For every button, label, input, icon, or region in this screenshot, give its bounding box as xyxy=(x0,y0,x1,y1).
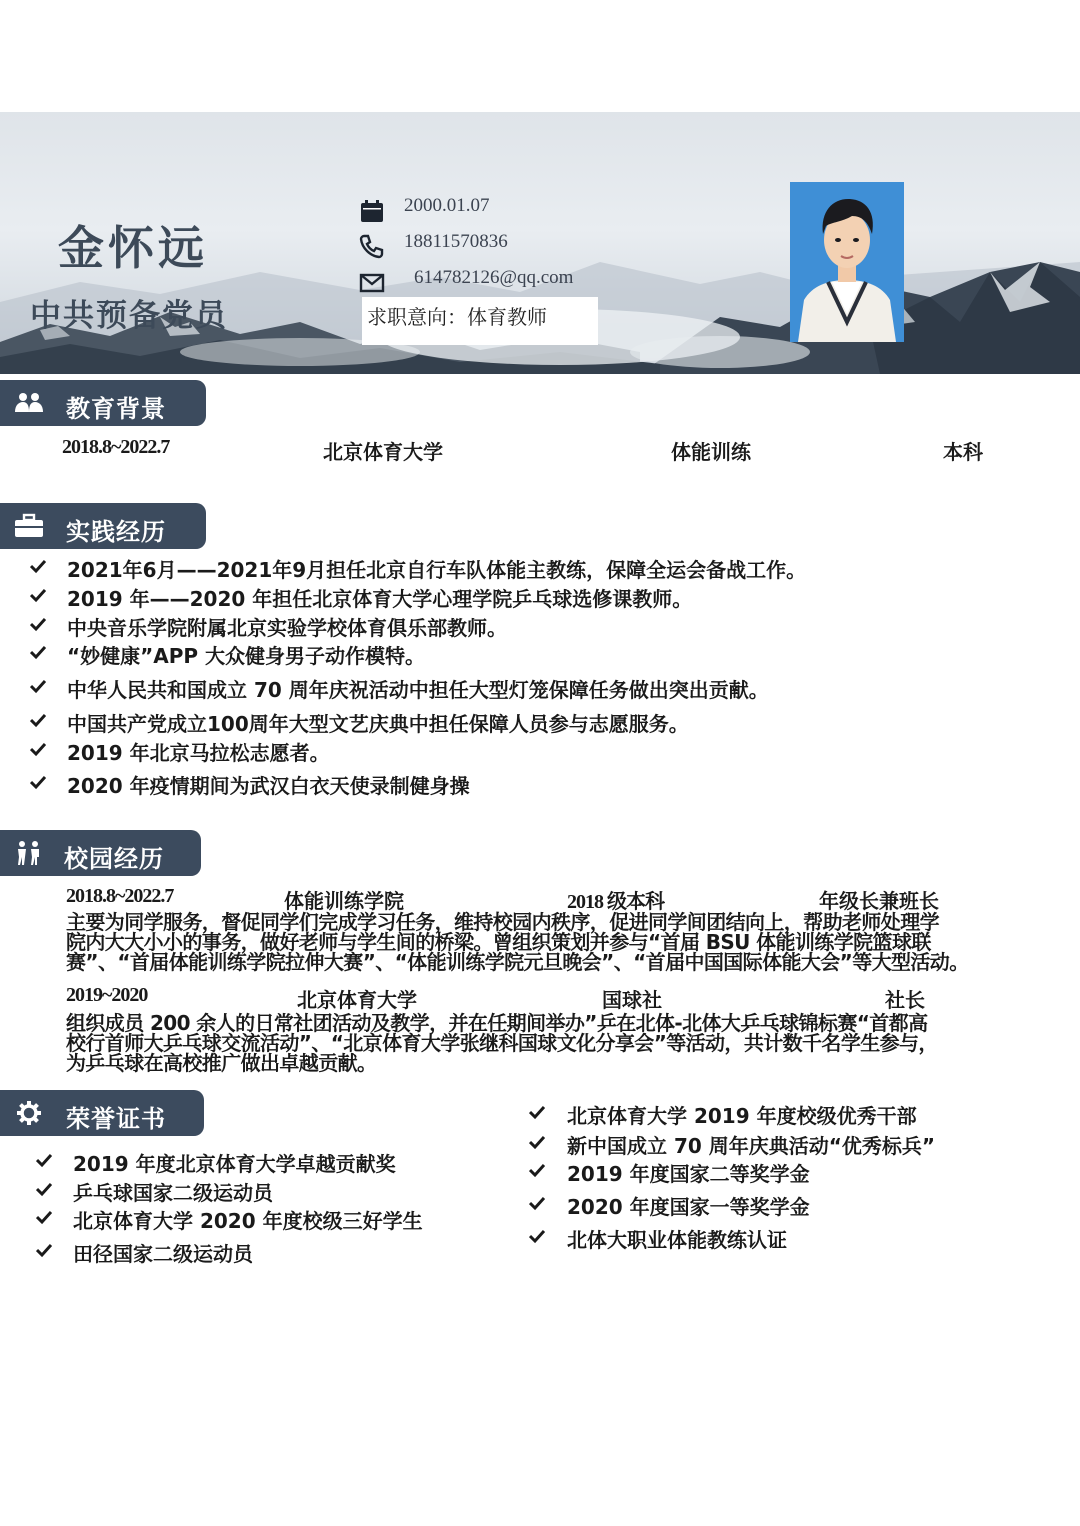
campus-role: 社长 xyxy=(885,988,925,1012)
family-icon xyxy=(14,840,44,866)
check-icon xyxy=(529,1104,545,1120)
practice-item: 2019 年北京马拉松志愿者。 xyxy=(67,741,330,765)
check-icon xyxy=(30,712,46,728)
section-header-education xyxy=(0,380,206,426)
practice-item: 中央音乐学院附属北京实验学校体育俱乐部教师。 xyxy=(67,616,507,640)
honor-item: 北京体育大学 2020 年度校级三好学生 xyxy=(73,1209,423,1233)
practice-item: 2020 年疫情期间为武汉白衣天使录制健身操 xyxy=(67,774,470,798)
section-title: 荣誉证书 xyxy=(66,1105,166,1133)
check-icon xyxy=(36,1242,52,1258)
education-major: 体能训练 xyxy=(671,440,751,464)
honor-item: 乒乓球国家二级运动员 xyxy=(73,1181,273,1205)
practice-item: 2019 年——2020 年担任北京体育大学心理学院乒乓球选修课教师。 xyxy=(67,587,693,611)
description-line: 主要为同学服务，督促同学们完成学习任务，维持校园内秩序，促进同学间团结向上，帮助老师处理学 xyxy=(66,910,939,934)
check-icon xyxy=(30,616,46,632)
section-header-honors xyxy=(0,1090,204,1136)
phone-number: 18811570836 xyxy=(404,231,508,252)
political-status: 中共预备党员 xyxy=(30,298,228,334)
section-title: 实践经历 xyxy=(66,518,166,546)
check-icon xyxy=(529,1228,545,1244)
calendar-icon xyxy=(359,198,385,224)
campus-role: 年级长兼班长 xyxy=(819,889,939,913)
check-icon xyxy=(36,1181,52,1197)
campus-period: 2019~2020 xyxy=(66,984,148,1006)
education-period: 2018.8~2022.7 xyxy=(62,436,170,458)
section-title: 教育背景 xyxy=(66,395,166,423)
campus-description xyxy=(66,912,1056,972)
check-icon xyxy=(36,1152,52,1168)
portrait-avatar xyxy=(790,182,904,342)
phone-icon xyxy=(359,233,385,259)
campus-level: 国球社 xyxy=(602,988,662,1012)
education-degree: 本科 xyxy=(943,440,983,464)
email-address: 614782126@qq.com xyxy=(414,267,574,288)
section-title: 校园经历 xyxy=(64,845,164,873)
practice-item: “妙健康”APP 大众健身男子动作模特。 xyxy=(67,644,426,668)
check-icon xyxy=(30,587,46,603)
check-icon xyxy=(529,1134,545,1150)
description-line: 赛”、“首届体能训练学院拉伸大赛”、“体能训练学院元旦晚会”、“首届中国国际体能大会”等大型活动。 xyxy=(66,950,969,974)
profile-photo xyxy=(790,182,904,342)
birth-date: 2000.01.07 xyxy=(404,195,490,216)
section-header-practice xyxy=(0,503,206,549)
description-line: 为乒乓球在高校推广做出卓越贡献。 xyxy=(66,1051,377,1075)
check-icon xyxy=(30,558,46,574)
check-icon xyxy=(529,1195,545,1211)
check-icon xyxy=(36,1209,52,1225)
campus-level: 2018 级本科 xyxy=(567,891,664,913)
honor-item: 田径国家二级运动员 xyxy=(73,1242,253,1266)
candidate-name: 金怀远 xyxy=(58,221,208,275)
check-icon xyxy=(30,774,46,790)
practice-item: 2021年6月——2021年9月担任北京自行车队体能主教练，保障全运会备战工作。 xyxy=(67,558,807,582)
check-icon xyxy=(30,741,46,757)
check-icon xyxy=(30,644,46,660)
check-icon xyxy=(30,678,46,694)
description-line: 校行首师大乒乓球交流活动”、“北京体育大学张继科国球文化分享会”等活动，共计数千名学生参与， xyxy=(66,1031,938,1055)
campus-description xyxy=(66,1013,1056,1073)
campus-org: 体能训练学院 xyxy=(284,889,404,913)
description-line: 组织成员 200 余人的日常社团活动及教学，并在任期间举办”乒在北体-北体大乒乓球锦标赛“首都高 xyxy=(66,1011,928,1035)
people-icon xyxy=(14,390,44,416)
honor-item: 2019 年度北京体育大学卓越贡献奖 xyxy=(73,1152,396,1176)
description-line: 院内大大小小的事务，做好老师与学生间的桥梁。曾组织策划并参与“首届 BSU 体能训练学院篮球联 xyxy=(66,930,931,954)
envelope-icon xyxy=(359,270,385,296)
education-school: 北京体育大学 xyxy=(323,440,443,464)
campus-org: 北京体育大学 xyxy=(297,988,417,1012)
honor-item: 新中国成立 70 周年庆典活动“优秀标兵” xyxy=(567,1134,936,1158)
job-intention: 求职意向：体育教师 xyxy=(362,297,598,345)
briefcase-icon xyxy=(14,513,44,539)
section-header-campus xyxy=(0,830,201,876)
gear-icon xyxy=(14,1100,44,1126)
campus-period: 2018.8~2022.7 xyxy=(66,885,174,907)
check-icon xyxy=(529,1162,545,1178)
honor-item: 2019 年度国家二等奖学金 xyxy=(567,1162,810,1186)
practice-item: 中华人民共和国成立 70 周年庆祝活动中担任大型灯笼保障任务做出突出贡献。 xyxy=(67,678,769,702)
practice-item: 中国共产党成立100周年大型文艺庆典中担任保障人员参与志愿服务。 xyxy=(67,712,689,736)
honor-item: 北京体育大学 2019 年度校级优秀干部 xyxy=(567,1104,917,1128)
honor-item: 2020 年度国家一等奖学金 xyxy=(567,1195,810,1219)
honor-item: 北体大职业体能教练认证 xyxy=(567,1228,787,1252)
